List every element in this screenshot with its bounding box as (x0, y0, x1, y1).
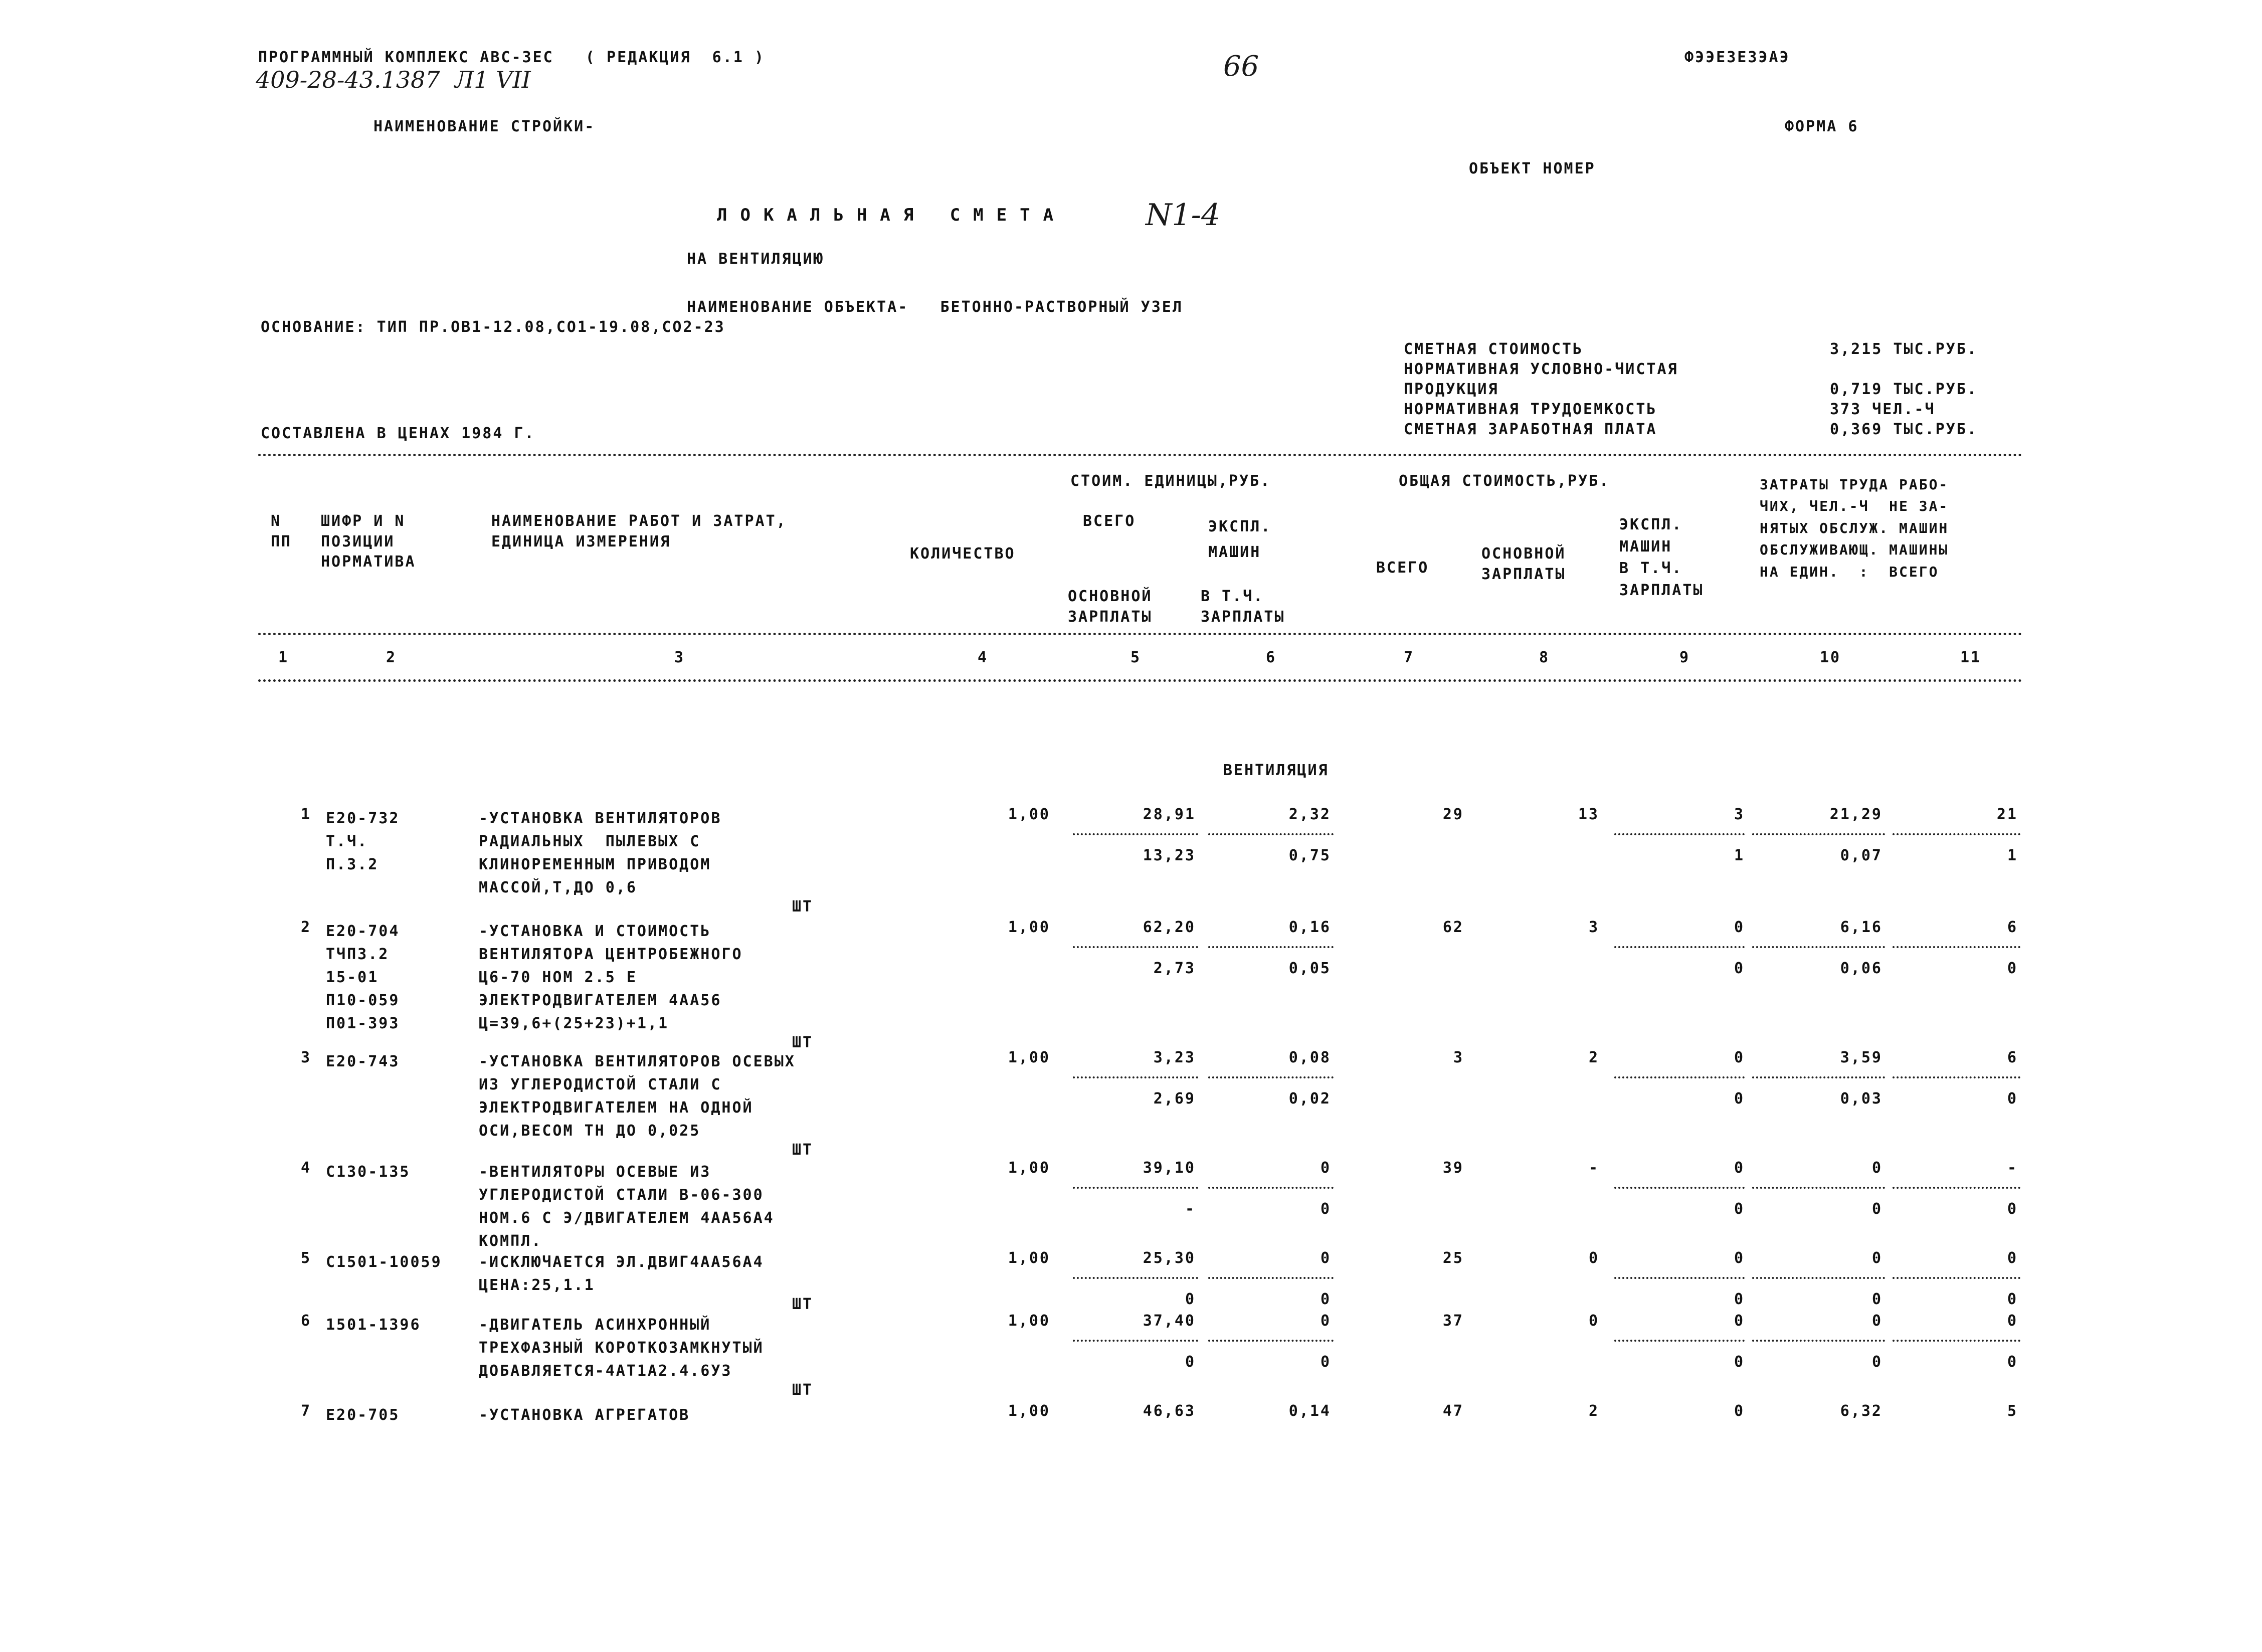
cell-separator (1752, 1277, 1885, 1279)
col-header-name: НАИМЕНОВАНИЕ РАБОТ И ЗАТРАТ, ЕДИНИЦА ИЗМЕРЕНИЯ (491, 512, 787, 550)
cell-separator (1208, 833, 1334, 835)
col-header-n: N ПП (271, 512, 292, 550)
row-c10b: 0,03 (1840, 1090, 1882, 1108)
header-rule-top (258, 454, 2023, 456)
row-c10b: 0,07 (1840, 847, 1882, 864)
object-name: НАИМЕНОВАНИЕ ОБЪЕКТА- БЕТОННО-РАСТВОРНЫЙ УЗЕЛ (687, 298, 1183, 316)
col-number: 6 (1266, 649, 1277, 666)
row-c11: 21 (1996, 806, 2018, 823)
row-c7: 39 (1442, 1159, 1464, 1177)
row-c9: 0 (1734, 919, 1745, 936)
row-c10: 21,29 (1829, 806, 1882, 823)
cell-separator (1893, 1187, 2020, 1189)
row-c11: 0 (2007, 1249, 2018, 1267)
col-header-overall: ОБЩАЯ СТОИМОСТЬ,РУБ. (1399, 472, 1610, 490)
row-c7: 47 (1442, 1402, 1464, 1420)
summary-value: 3,215 ТЫС.РУБ. (1830, 340, 1978, 358)
row-qty: 1,00 (1008, 1402, 1050, 1420)
row-name: -УСТАНОВКА ВЕНТИЛЯТОРОВ ОСЕВЫХ ИЗ УГЛЕРОДИСТОЙ СТАЛИ С ЭЛЕКТРОДВИГАТЕЛЕМ НА ОДНОЙ ОСИ,ВЕСОМ ТН ДО 0,025 (479, 1053, 796, 1140)
row-name: -УСТАНОВКА ВЕНТИЛЯТОРОВ РАДИАЛЬНЫХ ПЫЛЕВЫХ С КЛИНОРЕМЕННЫМ ПРИВОДОМ МАССОЙ,Т,ДО 0,6 (479, 810, 722, 896)
row-code: Е20-743 (326, 1053, 400, 1070)
row-c6: 0 (1320, 1312, 1331, 1330)
cell-separator (1893, 946, 2020, 948)
row-c5: 37,40 (1143, 1312, 1196, 1330)
row-c6: 0,08 (1288, 1049, 1331, 1066)
col-header-qty: КОЛИЧЕСТВО (910, 545, 1016, 563)
row-c9b: 0 (1734, 1200, 1745, 1218)
summary-value: 0,719 ТЫС.РУБ. (1830, 381, 1978, 398)
cell-separator (1073, 1340, 1198, 1342)
row-c11: 0 (2007, 1312, 2018, 1330)
summary-value: 373 ЧЕЛ.-Ч (1830, 401, 1936, 418)
right-code: ФЭЭЕЗЕЗЭАЭ (1684, 49, 1790, 66)
row-c9b: 0 (1734, 1090, 1745, 1108)
row-c11b: 1 (2007, 847, 2018, 864)
row-code: Е20-705 (326, 1406, 400, 1424)
cell-separator (1073, 1277, 1198, 1279)
col-number: 9 (1679, 649, 1690, 666)
row-c5: 39,10 (1143, 1159, 1196, 1177)
summary-block (1404, 342, 2030, 442)
cell-separator (1752, 1340, 1885, 1342)
cell-separator (1614, 1187, 1745, 1189)
row-unit: ШТ (792, 898, 814, 915)
row-c5: 46,63 (1143, 1402, 1196, 1420)
row-code: 1501-1396 (326, 1316, 421, 1334)
cell-separator (1893, 1340, 2020, 1342)
program-name: ПРОГРАММНЫЙ КОМПЛЕКС АВС-ЗЕС ( РЕДАКЦИЯ 6.1 ) (258, 49, 765, 66)
row-c10b: 0,06 (1840, 960, 1882, 977)
cell-separator (1073, 833, 1198, 835)
col-header-labor: ЗАТРАТЫ ТРУДА РАБО- ЧИХ, ЧЕЛ.-Ч НЕ ЗА- НЯТЫХ ОБСЛУЖ. МАШИН ОБСЛУЖИВАЮЩ. МАШИНЫ НА ЕДИН. : ВСЕГО (1760, 476, 1949, 580)
page-number: 66 (1223, 50, 1259, 83)
row-c7: 25 (1442, 1249, 1464, 1267)
row-name: -УСТАНОВКА АГРЕГАТОВ (479, 1406, 690, 1424)
cell-separator (1893, 1076, 2020, 1078)
basis-line: ОСНОВАНИЕ: ТИП ПР.ОВ1-12.08,СО1-19.08,СО2-23 (261, 318, 725, 336)
row-c11: 6 (2007, 919, 2018, 936)
col-header-overall-base: ОСНОВНОЙ ЗАРПЛАТЫ (1481, 545, 1566, 583)
column-number-row (0, 650, 2262, 670)
summary-label: НОРМАТИВНАЯ ТРУДОЕМКОСТЬ (1404, 401, 1657, 418)
row-c9b: 0 (1734, 1353, 1745, 1371)
row-c7: 62 (1442, 919, 1464, 936)
col-header-unit-cost: СТОИМ. ЕДИНИЦЫ,РУБ. (1070, 472, 1271, 490)
row-c9: 0 (1734, 1249, 1745, 1267)
row-c9b: 0 (1734, 1291, 1745, 1308)
cell-separator (1208, 946, 1334, 948)
col-number: 11 (1960, 649, 1982, 666)
row-qty: 1,00 (1008, 1159, 1050, 1177)
row-c9: 3 (1734, 806, 1745, 823)
row-c9b: 1 (1734, 847, 1745, 864)
col-header-unit-base-wage: ОСНОВНОЙ ЗАРПЛАТЫ (1068, 588, 1153, 626)
row-c10: 0 (1871, 1249, 1882, 1267)
header-rule-mid (258, 633, 2023, 635)
row-c6b: 0 (1320, 1291, 1331, 1308)
cell-separator (1073, 946, 1198, 948)
col-number: 4 (978, 649, 989, 666)
row-c6: 0 (1320, 1159, 1331, 1177)
cell-separator (1208, 1076, 1334, 1078)
cell-separator (1073, 1187, 1198, 1189)
row-qty: 1,00 (1008, 806, 1050, 823)
row-c6: 0,14 (1288, 1402, 1331, 1420)
row-unit: ШТ (792, 1381, 814, 1399)
row-c10b: 0 (1871, 1291, 1882, 1308)
row-c6: 0 (1320, 1249, 1331, 1267)
cell-separator (1893, 1277, 2020, 1279)
row-c11: 5 (2007, 1402, 2018, 1420)
cell-separator (1752, 1076, 1885, 1078)
row-code: С1501-10059 (326, 1253, 442, 1271)
row-c10b: 0 (1871, 1200, 1882, 1218)
row-c11b: 0 (2007, 960, 2018, 977)
col-number: 5 (1130, 649, 1142, 666)
cell-separator (1752, 1187, 1885, 1189)
row-c7: 3 (1453, 1049, 1464, 1066)
row-c9: 0 (1734, 1402, 1745, 1420)
row-qty: 1,00 (1008, 1312, 1050, 1330)
row-unit: ШТ (792, 1141, 814, 1159)
cell-separator (1614, 1277, 1745, 1279)
row-c6b: 0,05 (1288, 960, 1331, 977)
row-c8: - (1588, 1159, 1599, 1177)
header-rule-bottom (258, 679, 2023, 682)
col-header-unit-total: ВСЕГО (1083, 512, 1136, 530)
row-code: Е20-732 Т.Ч. П.3.2 (326, 810, 400, 873)
cell-separator (1893, 833, 2020, 835)
col-number: 2 (386, 649, 397, 666)
col-number: 8 (1539, 649, 1550, 666)
handwritten-doc-code: 409-28-43.1387 Л1 VII (256, 66, 531, 93)
row-code: С130-135 (326, 1163, 411, 1181)
row-c8: 3 (1588, 919, 1599, 936)
row-c11b: 0 (2007, 1353, 2018, 1371)
col-number: 3 (674, 649, 685, 666)
row-c5b: - (1185, 1200, 1196, 1218)
col-header-unit-expl: ЭКСПЛ. МАШИН (1208, 518, 1272, 561)
summary-label: НОРМАТИВНАЯ УСЛОВНО-ЧИСТАЯ (1404, 360, 1678, 378)
row-c6: 0,16 (1288, 919, 1331, 936)
row-unit: ШТ (792, 1296, 814, 1313)
row-c8: 13 (1578, 806, 1599, 823)
row-c5: 25,30 (1143, 1249, 1196, 1267)
cell-separator (1614, 1076, 1745, 1078)
prices-year: СОСТАВЛЕНА В ЦЕНАХ 1984 Г. (261, 425, 535, 442)
row-c5b: 2,73 (1153, 960, 1196, 977)
col-number: 10 (1820, 649, 1841, 666)
row-name: -ИСКЛЮЧАЕТСЯ ЭЛ.ДВИГ4АА56А4 ЦЕНА:25,1.1 (479, 1253, 764, 1294)
row-c10b: 0 (1871, 1353, 1882, 1371)
cell-separator (1208, 1187, 1334, 1189)
cell-separator (1614, 1340, 1745, 1342)
row-c8: 0 (1588, 1249, 1599, 1267)
row-qty: 1,00 (1008, 919, 1050, 936)
row-c9: 0 (1734, 1312, 1745, 1330)
row-c11b: 0 (2007, 1200, 2018, 1218)
estimate-number: N1-4 (1146, 198, 1221, 233)
col-number: 7 (1404, 649, 1415, 666)
row-c11: 6 (2007, 1049, 2018, 1066)
row-c5b: 13,23 (1143, 847, 1196, 864)
construction-name-label: НАИМЕНОВАНИЕ СТРОЙКИ- (373, 118, 596, 135)
row-c7: 29 (1442, 806, 1464, 823)
row-c5b: 0 (1185, 1353, 1196, 1371)
row-name: -ВЕНТИЛЯТОРЫ ОСЕВЫЕ ИЗ УГЛЕРОДИСТОЙ СТАЛИ В-06-300 НОМ.6 С Э/ДВИГАТЕЛЕМ 4АА56А4 КОМПЛ. (479, 1163, 775, 1250)
summary-value: 0,369 ТЫС.РУБ. (1830, 421, 1978, 438)
col-header-code: ШИФР И N ПОЗИЦИИ НОРМАТИВА (321, 512, 416, 571)
row-c6: 2,32 (1288, 806, 1331, 823)
object-number-label: ОБЪЕКТ НОМЕР (1469, 160, 1596, 177)
row-code: Е20-704 ТЧП3.2 15-01 П10-059 П01-393 (326, 923, 400, 1032)
document-title: ЛОКАЛЬНАЯ СМЕТА (717, 205, 1067, 225)
row-c8: 0 (1588, 1312, 1599, 1330)
cell-separator (1614, 946, 1745, 948)
col-header-overall-expl: ЭКСПЛ. МАШИН В Т.Ч. ЗАРПЛАТЫ (1619, 516, 1704, 599)
estimate-subject: НА ВЕНТИЛЯЦИЮ (687, 250, 824, 268)
row-c10: 0 (1871, 1159, 1882, 1177)
row-c10: 0 (1871, 1312, 1882, 1330)
row-c6b: 0,75 (1288, 847, 1331, 864)
section-title: ВЕНТИЛЯЦИЯ (1223, 762, 1329, 779)
col-number: 1 (278, 649, 289, 666)
cell-separator (1208, 1340, 1334, 1342)
row-qty: 1,00 (1008, 1249, 1050, 1267)
cell-separator (1073, 1076, 1198, 1078)
row-c5: 28,91 (1143, 806, 1196, 823)
row-c11: - (2007, 1159, 2018, 1177)
row-c5b: 0 (1185, 1291, 1196, 1308)
row-c6b: 0 (1320, 1353, 1331, 1371)
summary-label: ПРОДУКЦИЯ (1404, 381, 1499, 398)
cell-separator (1752, 946, 1885, 948)
row-c5: 62,20 (1143, 919, 1196, 936)
row-c5: 3,23 (1153, 1049, 1196, 1066)
row-c8: 2 (1588, 1402, 1599, 1420)
row-name: -УСТАНОВКА И СТОИМОСТЬ ВЕНТИЛЯТОРА ЦЕНТРОБЕЖНОГО Ц6-70 НОМ 2.5 Е ЭЛЕКТРОДВИГАТЕЛЕМ 4АА56 Ц=39,6+(25+23)+1,1 (479, 923, 743, 1032)
row-c6b: 0 (1320, 1200, 1331, 1218)
row-c11b: 0 (2007, 1090, 2018, 1108)
row-c9: 0 (1734, 1159, 1745, 1177)
cell-separator (1752, 833, 1885, 835)
summary-label: СМЕТНАЯ ЗАРАБОТНАЯ ПЛАТА (1404, 421, 1657, 438)
row-qty: 1,00 (1008, 1049, 1050, 1066)
row-c5b: 2,69 (1153, 1090, 1196, 1108)
row-c6b: 0,02 (1288, 1090, 1331, 1108)
row-c9: 0 (1734, 1049, 1745, 1066)
row-c10: 3,59 (1840, 1049, 1882, 1066)
cell-separator (1614, 833, 1745, 835)
row-c10: 6,16 (1840, 919, 1882, 936)
row-name: -ДВИГАТЕЛЬ АСИНХРОННЫЙ ТРЕХФАЗНЫЙ КОРОТКОЗАМКНУТЫЙ ДОБАВЛЯЕТСЯ-4АТ1А2.4.6УЗ (479, 1316, 764, 1380)
col-header-overall-total: ВСЕГО (1376, 559, 1429, 577)
row-c7: 37 (1442, 1312, 1464, 1330)
row-c11b: 0 (2007, 1291, 2018, 1308)
row-c8: 2 (1588, 1049, 1599, 1066)
form-label: ФОРМА 6 (1785, 118, 1859, 135)
summary-label: СМЕТНАЯ СТОИМОСТЬ (1404, 340, 1584, 358)
cell-separator (1208, 1277, 1334, 1279)
col-header-unit-incl-wage: В Т.Ч. ЗАРПЛАТЫ (1201, 588, 1285, 626)
row-c9b: 0 (1734, 960, 1745, 977)
row-unit: ШТ (792, 1034, 814, 1051)
row-c10: 6,32 (1840, 1402, 1882, 1420)
